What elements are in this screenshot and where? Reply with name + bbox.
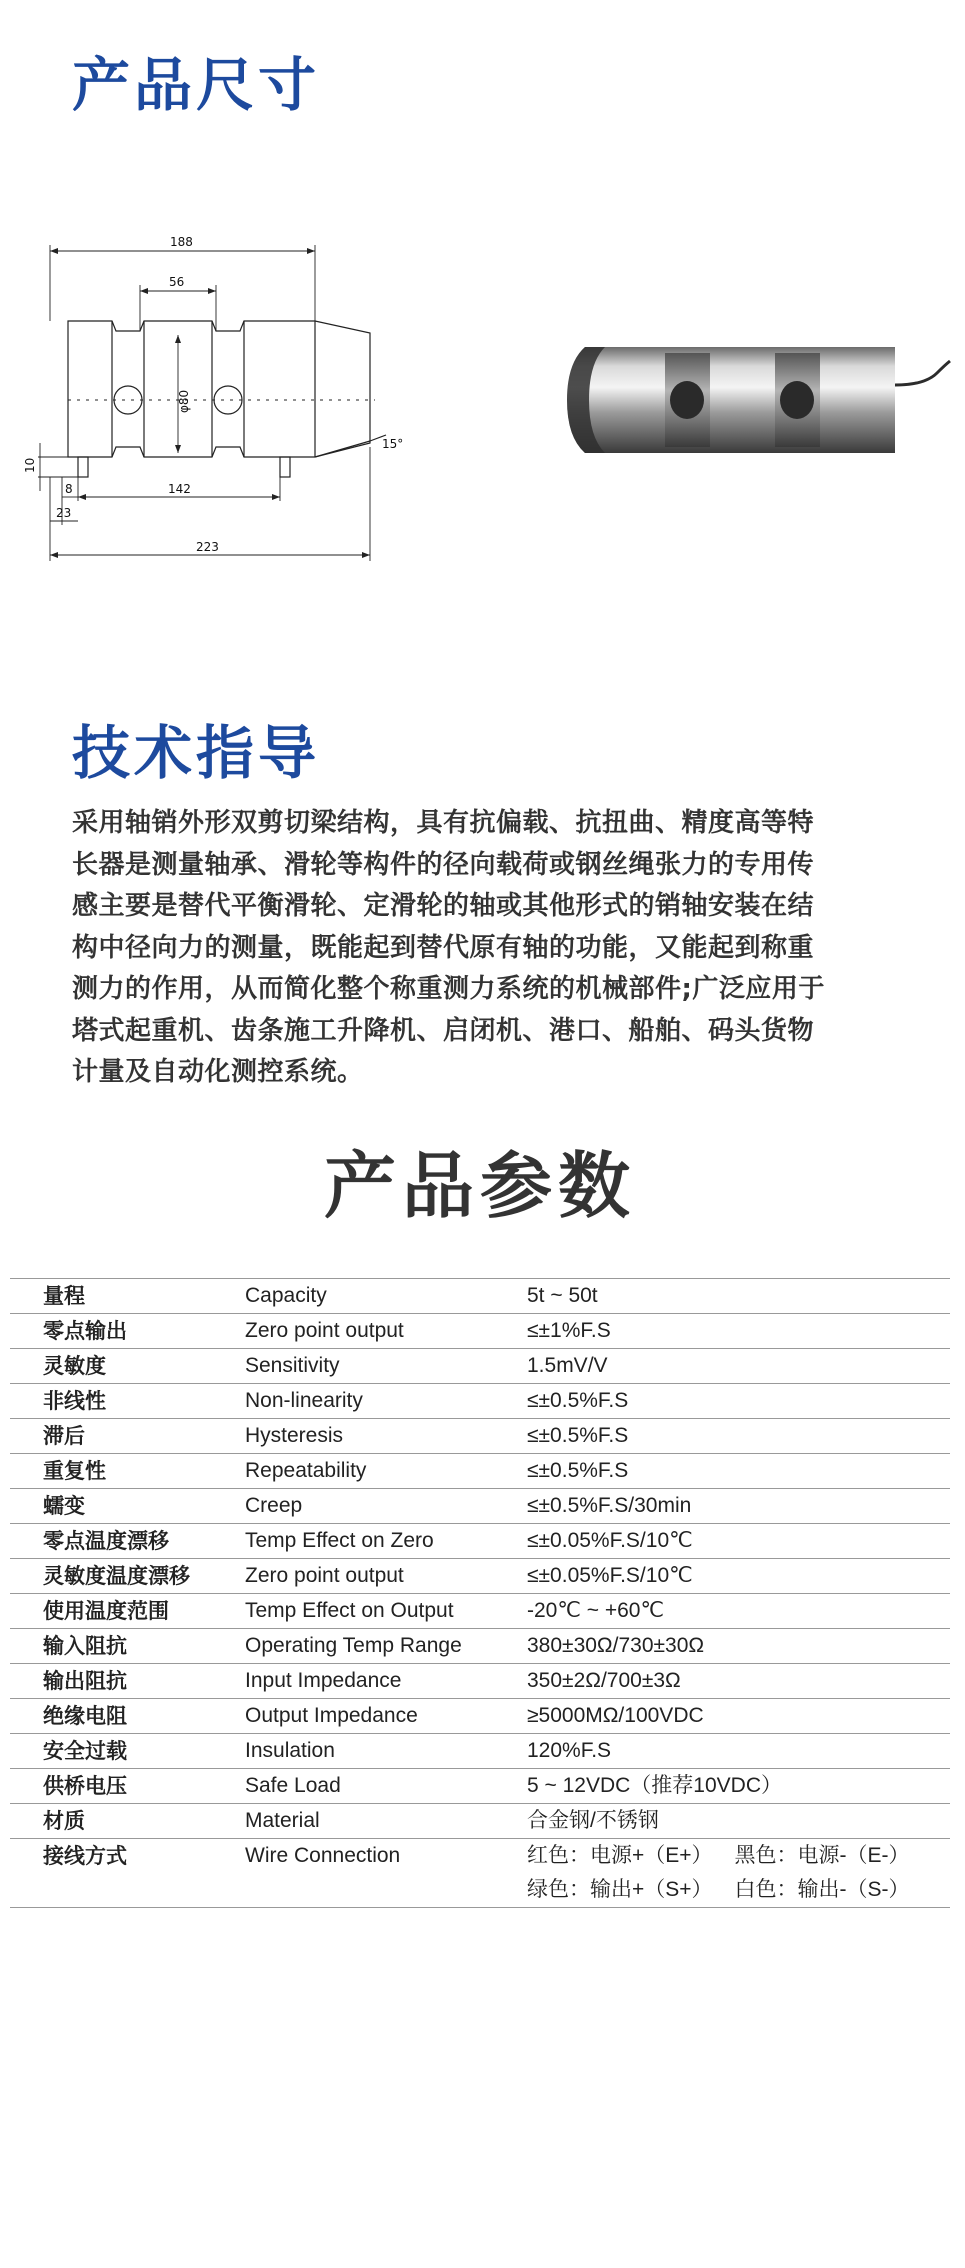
param-en: Temp Effect on Zero [245,1524,527,1559]
param-value: 5 ~ 12VDC（推荐10VDC） [527,1769,950,1804]
table-row [10,1734,950,1769]
param-en: Insulation [245,1734,527,1769]
table-row [10,1384,950,1419]
table-row [10,1699,950,1734]
tech-line: 计量及自动化测控系统。 [72,1057,364,1087]
left-hole [114,386,142,414]
param-cn: 零点温度漂移 [10,1524,245,1559]
param-en: Repeatability [245,1454,527,1489]
parameters-heading: 产品参数 [323,1144,636,1228]
table-row [10,1279,950,1314]
param-en: Capacity [245,1279,527,1314]
param-cn: 蠕变 [10,1489,245,1524]
table-row [10,1419,950,1454]
table-row [10,1664,950,1699]
photo-body [567,347,895,453]
param-cn: 滞后 [10,1419,245,1454]
table-row [10,1804,950,1839]
param-en: Safe Load [245,1769,527,1804]
table-row [10,1839,950,1908]
param-en: Temp Effect on Output [245,1594,527,1629]
param-cn: 使用温度范围 [10,1594,245,1629]
dimensions-heading: 产品尺寸 [72,51,321,119]
right-hole [214,386,242,414]
dim-188: 188 [170,235,193,249]
table-row [10,1559,950,1594]
param-en: Input Impedance [245,1664,527,1699]
table-row [10,1524,950,1559]
param-value: 5t ~ 50t [527,1279,950,1314]
tech-line: 采用轴销外形双剪切梁结构，具有抗偏载、抗扭曲、精度高等特 [72,808,815,838]
param-value: ≥5000MΩ/100VDC [527,1699,950,1734]
param-cn: 输出阻抗 [10,1664,245,1699]
param-value: ≤±0.5%F.S [527,1419,950,1454]
table-row [10,1594,950,1629]
param-value: ≤±0.5%F.S/30min [527,1489,950,1524]
param-value: 350±2Ω/700±3Ω [527,1664,950,1699]
param-cn: 绝缘电阻 [10,1699,245,1734]
param-value: ≤±0.05%F.S/10℃ [527,1524,950,1559]
param-en: Creep [245,1489,527,1524]
dim-8: 8 [65,482,73,496]
param-value: 合金钢/不锈钢 [527,1804,950,1839]
param-cn: 供桥电压 [10,1769,245,1804]
tech-line: 塔式起重机、齿条施工升降机、启闭机、港口、船舶、码头货物 [72,1015,815,1046]
wire-green: 绿色：输出+（S+） [527,1878,713,1901]
param-en: Zero point output [245,1559,527,1594]
param-en: Non-linearity [245,1384,527,1419]
dim-angle: 15° [382,437,404,451]
param-en: Sensitivity [245,1349,527,1384]
table-row [10,1454,950,1489]
wire-black: 黑色：电源-（E-） [734,1844,910,1867]
dim-223: 223 [196,540,219,554]
dim-diameter: φ80 [177,389,191,413]
table-row [10,1629,950,1664]
param-en: Hysteresis [245,1419,527,1454]
technical-heading: 技术指导 [72,719,321,787]
param-cn: 安全过载 [10,1734,245,1769]
table-row [10,1314,950,1349]
dim-142: 142 [168,482,191,496]
tech-line: 构中径向力的测量，既能起到替代原有轴的功能，又能起到称重 [72,932,815,963]
tech-line: 测力的作用，从而简化整个称重测力系统的机械部件;广泛应用于 [72,974,825,1004]
param-cn: 接线方式 [10,1839,245,1908]
param-en: Wire Connection [245,1839,527,1908]
dimension-drawing [23,225,540,585]
param-en: Zero point output [245,1314,527,1349]
param-cn: 量程 [10,1279,245,1314]
wire-white: 白色：输出-（S-） [734,1878,910,1901]
product-photo [565,325,965,475]
tech-line: 感主要是替代平衡滑轮、定滑轮的轴或其他形式的销轴安装在结 [72,891,815,921]
param-cn: 灵敏度温度漂移 [10,1559,245,1594]
param-value: ≤±0.5%F.S [527,1454,950,1489]
param-value: ≤±0.5%F.S [527,1384,950,1419]
wire-line [527,1839,950,1873]
table-row [10,1349,950,1384]
param-en: Operating Temp Range [245,1629,527,1664]
dim-10: 10 [23,457,37,473]
wire-red: 红色：电源+（E+） [527,1844,713,1867]
dim-23: 23 [56,506,72,520]
tech-line: 长器是测量轴承、滑轮等构件的径向载荷或钢丝绳张力的专用传 [72,849,815,880]
param-value: -20℃ ~ +60℃ [527,1594,950,1629]
param-value: 120%F.S [527,1734,950,1769]
param-en: Output Impedance [245,1699,527,1734]
param-value: 1.5mV/V [527,1349,950,1384]
wire-connection-values [527,1839,950,1908]
param-cn: 零点输出 [10,1314,245,1349]
param-cn: 非线性 [10,1384,245,1419]
param-cn: 灵敏度 [10,1349,245,1384]
param-value: ≤±1%F.S [527,1314,950,1349]
table-row [10,1769,950,1804]
parameter-table [10,1278,950,1908]
param-en: Material [245,1804,527,1839]
technical-description [72,803,892,1094]
param-value: 380±30Ω/730±30Ω [527,1629,950,1664]
dim-56: 56 [169,275,185,289]
wire-line [527,1873,950,1907]
param-cn: 材质 [10,1804,245,1839]
param-cn: 重复性 [10,1454,245,1489]
table-row [10,1489,950,1524]
param-cn: 输入阻抗 [10,1629,245,1664]
param-value: ≤±0.05%F.S/10℃ [527,1559,950,1594]
